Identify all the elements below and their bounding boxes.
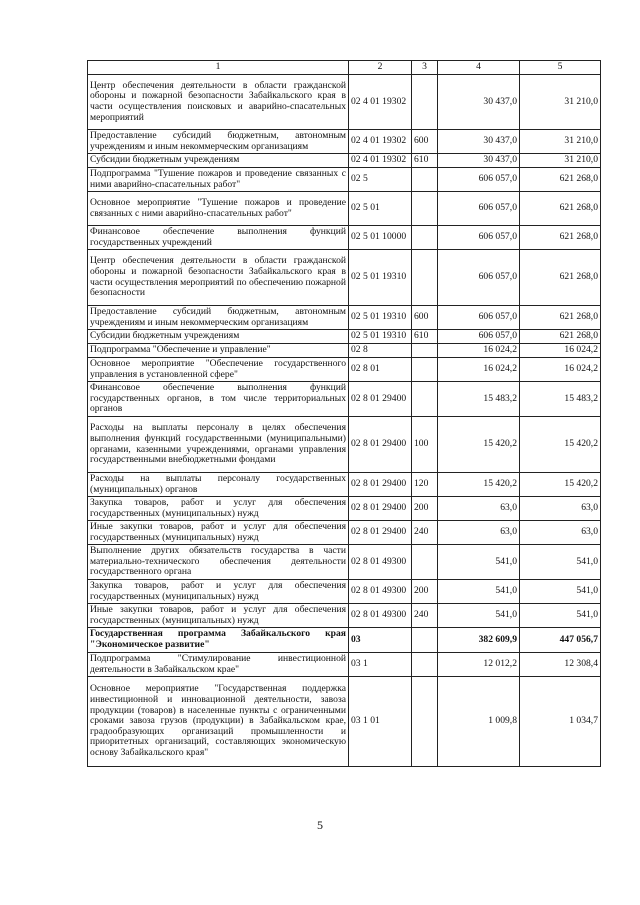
- row-value-col4: 606 057,0: [438, 226, 520, 250]
- row-value-col4: 541,0: [438, 545, 520, 580]
- row-value-col5: 621 268,0: [520, 250, 601, 306]
- row-code: 03 1: [349, 653, 412, 677]
- row-name: Иные закупки товаров, работ и услуг для обеспечения государственных (муниципальных) нужд: [88, 521, 349, 545]
- row-value-col4: 606 057,0: [438, 330, 520, 344]
- row-value-col5: 15 420,2: [520, 473, 601, 497]
- row-name: Закупка товаров, работ и услуг для обеспечения государственных (муниципальных) нужд: [88, 580, 349, 604]
- table-row: [88, 545, 601, 580]
- row-name: Финансовое обеспечение выполнения функций государственных учреждений: [88, 226, 349, 250]
- table-row: [88, 154, 601, 168]
- table-row: [88, 580, 601, 604]
- row-name: Расходы на выплаты персоналу государственных (муниципальных) органов: [88, 473, 349, 497]
- table-row: [88, 604, 601, 628]
- row-value-col4: 63,0: [438, 521, 520, 545]
- row-code: 02 4 01 19302: [349, 154, 412, 168]
- row-code: 02 8 01 29400: [349, 497, 412, 521]
- row-value-col5: 15 483,2: [520, 382, 601, 417]
- row-value-col5: 541,0: [520, 604, 601, 628]
- row-expense-type: [412, 382, 438, 417]
- table-row: [88, 497, 601, 521]
- table-row: [88, 168, 601, 192]
- table-row: [88, 75, 601, 130]
- row-value-col5: 63,0: [520, 497, 601, 521]
- row-expense-type: [412, 677, 438, 767]
- row-value-col4: 541,0: [438, 580, 520, 604]
- row-code: 02 5 01 19310: [349, 306, 412, 330]
- table-row: [88, 677, 601, 767]
- row-value-col5: 541,0: [520, 545, 601, 580]
- row-code: 02 8: [349, 344, 412, 358]
- row-value-col5: 1 034,7: [520, 677, 601, 767]
- row-code: 03: [349, 628, 412, 653]
- row-code: 02 5 01 10000: [349, 226, 412, 250]
- budget-table: [87, 60, 601, 767]
- table-row: [88, 306, 601, 330]
- row-expense-type: 200: [412, 497, 438, 521]
- row-value-col4: 606 057,0: [438, 250, 520, 306]
- row-name: Выполнение других обязательств государства в части материально-технического обеспечения деятельности государственного органа: [88, 545, 349, 580]
- row-name: Предоставление субсидий бюджетным, автономным учреждениям и иным некоммерческим организациям: [88, 130, 349, 154]
- row-expense-type: 240: [412, 604, 438, 628]
- row-value-col5: 16 024,2: [520, 358, 601, 382]
- row-expense-type: [412, 192, 438, 226]
- row-code: 02 5 01: [349, 192, 412, 226]
- row-code: 03 1 01: [349, 677, 412, 767]
- row-value-col4: 30 437,0: [438, 154, 520, 168]
- row-code: 02 8 01 29400: [349, 521, 412, 545]
- page-number: 5: [317, 818, 323, 832]
- row-code: 02 4 01 19302: [349, 75, 412, 130]
- column-number-1: 1: [88, 61, 349, 75]
- row-name: Финансовое обеспечение выполнения функций государственных органов, в том числе территориальных органов: [88, 382, 349, 417]
- table-row: [88, 521, 601, 545]
- row-name: Основное мероприятие "Государственная поддержка инвестиционной и инновационной деятельности, завоза продукции (товаров) в населенные пункты с ограниченными сроками завоза грузов (продукции) в Забайкальском крае, градообразующих организаций промышленности и приоритетных организаций, составляющих экономическую основу Забайкальского края": [88, 677, 349, 767]
- table-row: [88, 330, 601, 344]
- row-value-col4: 541,0: [438, 604, 520, 628]
- row-code: 02 8 01: [349, 358, 412, 382]
- row-value-col5: 621 268,0: [520, 192, 601, 226]
- row-code: 02 8 01 29400: [349, 382, 412, 417]
- table-row: [88, 653, 601, 677]
- row-value-col4: 606 057,0: [438, 306, 520, 330]
- row-expense-type: 200: [412, 580, 438, 604]
- row-code: 02 4 01 19302: [349, 130, 412, 154]
- row-name: Закупка товаров, работ и услуг для обеспечения государственных (муниципальных) нужд: [88, 497, 349, 521]
- row-name: Подпрограмма "Обеспечение и управление": [88, 344, 349, 358]
- row-expense-type: [412, 168, 438, 192]
- row-expense-type: [412, 75, 438, 130]
- row-name: Подпрограмма "Тушение пожаров и проведение связанных с ними аварийно-спасательных работ": [88, 168, 349, 192]
- row-name: Субсидии бюджетным учреждениям: [88, 154, 349, 168]
- row-name: Государственная программа Забайкальского края "Экономическое развитие": [88, 628, 349, 653]
- row-name: Расходы на выплаты персоналу в целях обеспечения выполнения функций государственными (муниципальными) органами, казенными учреждениями, органами управления государственными внебюджетными фондами: [88, 417, 349, 473]
- row-code: 02 8 01 49300: [349, 580, 412, 604]
- row-value-col4: 30 437,0: [438, 130, 520, 154]
- row-value-col5: 621 268,0: [520, 226, 601, 250]
- row-expense-type: [412, 653, 438, 677]
- row-value-col4: 16 024,2: [438, 344, 520, 358]
- column-number-2: 2: [349, 61, 412, 75]
- row-expense-type: 610: [412, 154, 438, 168]
- row-name: Центр обеспечения деятельности в области гражданской обороны и пожарной безопасности Забайкальского края в части осуществления мероприятий по обеспечению пожарной безопасности: [88, 250, 349, 306]
- row-value-col4: 606 057,0: [438, 192, 520, 226]
- table-row: [88, 226, 601, 250]
- row-value-col5: 63,0: [520, 521, 601, 545]
- table-row: [88, 344, 601, 358]
- row-expense-type: [412, 226, 438, 250]
- row-value-col4: 15 420,2: [438, 417, 520, 473]
- table-header-row: [88, 61, 601, 75]
- row-value-col5: 16 024,2: [520, 344, 601, 358]
- row-value-col4: 30 437,0: [438, 75, 520, 130]
- column-number-5: 5: [520, 61, 601, 75]
- row-value-col4: 1 009,8: [438, 677, 520, 767]
- row-code: 02 5: [349, 168, 412, 192]
- row-value-col5: 31 210,0: [520, 130, 601, 154]
- table-row: [88, 130, 601, 154]
- row-value-col5: 621 268,0: [520, 330, 601, 344]
- row-value-col4: 12 012,2: [438, 653, 520, 677]
- row-name: Центр обеспечения деятельности в области гражданской обороны и пожарной безопасности Забайкальского края в части осуществления поисковых и аварийно-спасательных мероприятий: [88, 75, 349, 130]
- row-name: Субсидии бюджетным учреждениям: [88, 330, 349, 344]
- row-expense-type: [412, 344, 438, 358]
- row-value-col5: 15 420,2: [520, 417, 601, 473]
- row-name: Иные закупки товаров, работ и услуг для обеспечения государственных (муниципальных) нужд: [88, 604, 349, 628]
- row-code: 02 8 01 29400: [349, 473, 412, 497]
- table-row: [88, 358, 601, 382]
- column-number-4: 4: [438, 61, 520, 75]
- table-row: [88, 382, 601, 417]
- table-row: [88, 628, 601, 653]
- row-name: Основное мероприятие "Обеспечение государственного управления в установленной сфере": [88, 358, 349, 382]
- row-value-col5: 447 056,7: [520, 628, 601, 653]
- row-code: 02 5 01 19310: [349, 330, 412, 344]
- row-expense-type: 240: [412, 521, 438, 545]
- row-value-col4: 15 420,2: [438, 473, 520, 497]
- row-expense-type: [412, 545, 438, 580]
- row-value-col5: 12 308,4: [520, 653, 601, 677]
- row-code: 02 5 01 19310: [349, 250, 412, 306]
- row-value-col4: 16 024,2: [438, 358, 520, 382]
- row-value-col4: 15 483,2: [438, 382, 520, 417]
- row-expense-type: [412, 250, 438, 306]
- row-expense-type: 600: [412, 130, 438, 154]
- row-expense-type: [412, 628, 438, 653]
- table-row: [88, 473, 601, 497]
- row-code: 02 8 01 49300: [349, 545, 412, 580]
- row-value-col4: 606 057,0: [438, 168, 520, 192]
- table-row: [88, 192, 601, 226]
- row-expense-type: 600: [412, 306, 438, 330]
- row-value-col5: 31 210,0: [520, 75, 601, 130]
- table-row: [88, 417, 601, 473]
- column-number-3: 3: [412, 61, 438, 75]
- row-value-col4: 382 609,9: [438, 628, 520, 653]
- table-row: [88, 250, 601, 306]
- table-body: [88, 61, 601, 767]
- row-name: Основное мероприятие "Тушение пожаров и проведение связанных с ними аварийно-спасательных работ": [88, 192, 349, 226]
- row-value-col5: 621 268,0: [520, 306, 601, 330]
- row-code: 02 8 01 29400: [349, 417, 412, 473]
- row-expense-type: 120: [412, 473, 438, 497]
- row-value-col5: 621 268,0: [520, 168, 601, 192]
- row-value-col4: 63,0: [438, 497, 520, 521]
- row-value-col5: 31 210,0: [520, 154, 601, 168]
- row-expense-type: 100: [412, 417, 438, 473]
- row-value-col5: 541,0: [520, 580, 601, 604]
- row-name: Предоставление субсидий бюджетным, автономным учреждениям и иным некоммерческим организациям: [88, 306, 349, 330]
- row-name: Подпрограмма "Стимулирование инвестиционной деятельности в Забайкальском крае": [88, 653, 349, 677]
- row-code: 02 8 01 49300: [349, 604, 412, 628]
- row-expense-type: 610: [412, 330, 438, 344]
- row-expense-type: [412, 358, 438, 382]
